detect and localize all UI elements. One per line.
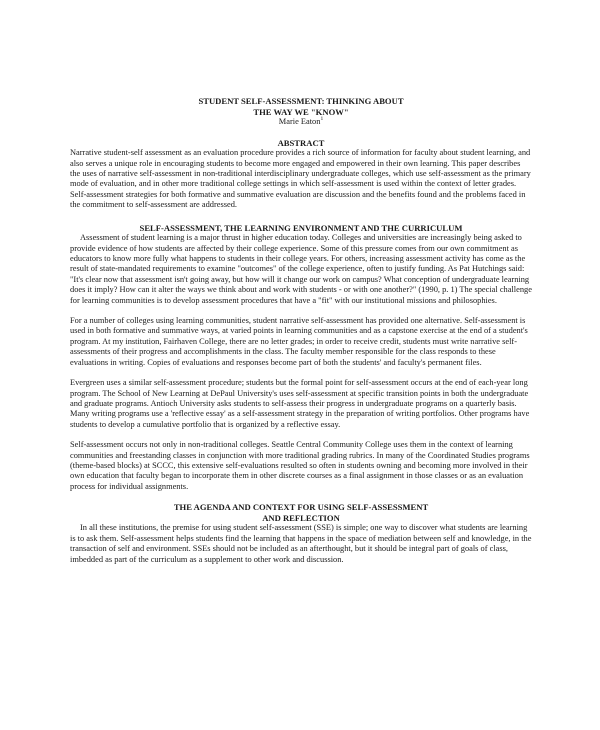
author-footnote-marker: 1 [320,116,324,123]
section-2-paragraph-1: In all these institutions, the premise for using student self-assessment (SSE) is simple; one way to discover what students are learning is to ask them. Self-assessment helps students find the learning that happens in the space of mediation between self and knowledge, in the transaction of self and environment. SSEs should not be included as an afterthought, but it should be integral part of goals of class, imbedded as part of the curriculum as a supplement to other work and discussion. [70,523,532,564]
section-1-heading: SELF-ASSESSMENT, THE LEARNING ENVIRONMENT AND THE CURRICULUM [139,222,463,233]
section-1-paragraph-1: Assessment of student learning is a major thrust in higher education today. Colleges and universities are increasingly being asked to provide evidence of how students are affected by their college experience. Some of this pressure comes from our own commitment as educators to know more fully what happens to students in their college years. For others, increasing assessment activity has come as the result of state-mandated requirements to examine "outcomes" of the college experience, often to justify funding. As Pat Hutchings said: "It's clear now that assessment isn't going away, but how will it change our work on campus? What conception of undergraduate learning does it imply? How can it alter the ways we think about and work with students - or with one another?" (1990, p. 1) The special challenge for learning communities is to develop assessment procedures that have a "fit" with our institutional missions and philosophies. [70,233,532,305]
section-1-paragraph-2: For a number of colleges using learning communities, student narrative self-assessment has provided one alternative. Self-assessment is used in both formative and summative ways, at varied points in learning communities and as a capstone exercise at the end of a student's program. At my institution, Fairhaven College, there are no letter grades; in order to receive credit, students must write narrative self-assessments of their progress and accomplishments in the class. The faculty member responsible for the class responds to these evaluations in writing. Copies of evaluations and responses become part of both the students' and faculty's permanent files. [70,316,528,367]
abstract-heading: ABSTRACT [277,137,325,148]
title-line-2: THE WAY WE "KNOW" [253,106,349,117]
document-body [70,96,532,565]
author-name: Marie Eaton [278,117,321,127]
section-1-paragraph-3: Evergreen uses a similar self-assessment procedure; students but the formal point for self-assessment occurs at the end of each-year long program. The School of New Learning at DePaul University's uses self-assessment at specific transition points in both the undergraduate and graduate programs. Antioch University asks students to self-assess their progress in undergraduate programs on a quarterly basis. Many writing programs use a 'reflective essay' as a self-assessment strategy in the preparation of writing portfolios. Other programs have students to develop a cumulative portfolio that is organized by a reflective essay. [70,378,530,429]
section-1-paragraph-4: Self-assessment occurs not only in non-traditional colleges. Seattle Central Community College uses them in the context of learning communities and freestanding classes in conjunction with more traditional grading rubrics. In many of the Coordinated Studies programs (theme-based blocks) at SCCC, this extensive self-evaluations resulted so often in students owning and becoming more involved in their own education that faculty began to incorporate them in other discrete courses as a final assignment in those classes or as an evaluation process for individual assignments. [70,440,530,491]
author-line [70,117,532,127]
section-2-heading-line-1: THE AGENDA AND CONTEXT FOR USING SELF-ASSESSMENT [173,502,429,513]
title-line-1: STUDENT SELF-ASSESSMENT: THINKING ABOUT [198,96,404,106]
section-2-heading-line-2: AND REFLECTION [262,512,340,523]
abstract-paragraph: Narrative student-self assessment as an evaluation procedure provides a rich source of information for faculty about student learning, and also serves a unique role in encouraging students to become more engaged and empowered in their own learning. This paper describes the uses of narrative self-assessment in non-traditional interdisciplinary undergraduate colleges, which use self-assessment as the primary mode of evaluation, and in other more traditional college settings in which self-assessment is used within the context of letter grades. Self-assessment strategies for both formative and summative evaluation are discussion and the benefits found and the problems faced in the commitment to self-assessment are addressed. [70,148,531,210]
